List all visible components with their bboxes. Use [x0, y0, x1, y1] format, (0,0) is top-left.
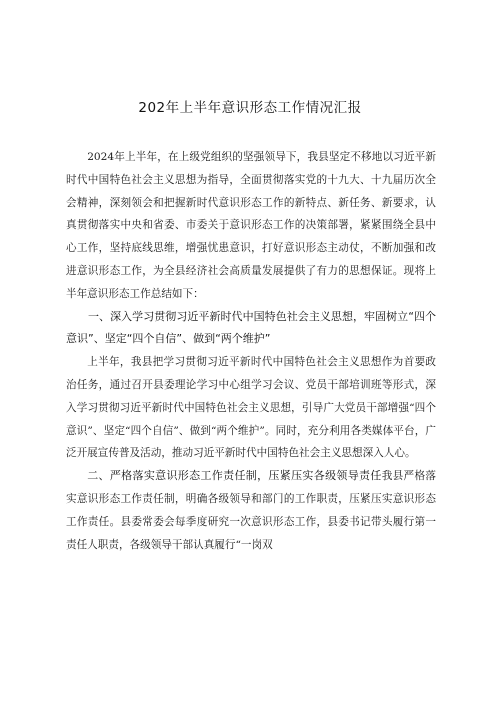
section-1-paragraph: 上半年，我县把学习贯彻习近平新时代中国特色社会主义思想作为首要政治任务，通过召开县委理论学习中心组学习会议、党员干部培训班等形式，深入学习贯彻习近平新时代中国特色社会主义思想，引导广大党员干部增强“四个意识”、坚定“四个自信”、做到“两个维护”。同时，充分利用各类媒体平台，广泛开展宣传普及活动，推动习近平新时代中国特色社会主义思想深入人心。 — [66, 356, 436, 460]
section-2-heading: 二、严格落实意识形态工作责任制，压紧压实各级领导责任 — [87, 469, 382, 483]
section-2-paragraph — [66, 465, 436, 556]
document-body — [66, 146, 436, 556]
document-title: 202年上半年意识形态工作情况汇报 — [138, 100, 362, 116]
section-2-text: 我县严格落实意识形态工作责任制，明确各级领导和部门的工作职责，压紧压实意识形态工作责任。县委常委会每季度研究一次意识形态工作，县委书记带头履行第一责任人职责，各级领导干部认真履行“一岗双 — [66, 470, 436, 551]
section-1-heading: 一、深入学习贯彻习近平新时代中国特色社会主义思想，牢固树立“四个意识”、坚定“四个自信”、做到“两个维护” — [66, 309, 436, 346]
intro-paragraph: 2024年上半年，在上级党组织的坚强领导下，我县坚定不移地以习近平新时代中国特色社会主义思想为指导，全面贯彻落实党的十九大、十九届历次全会精神，深刻领会和把握新时代意识形态工作的新特点、新任务、新要求，认真贯彻落实中央和省委、市委关于意识形态工作的决策部署，紧紧围绕全县中心工作，坚持底线思维，增强忧患意识，打好意识形态主动仗，不断加强和改进意识形态工作，为全县经济社会高质量发展提供了有力的思想保证。现将上半年意识形态工作总结如下： — [66, 151, 436, 300]
